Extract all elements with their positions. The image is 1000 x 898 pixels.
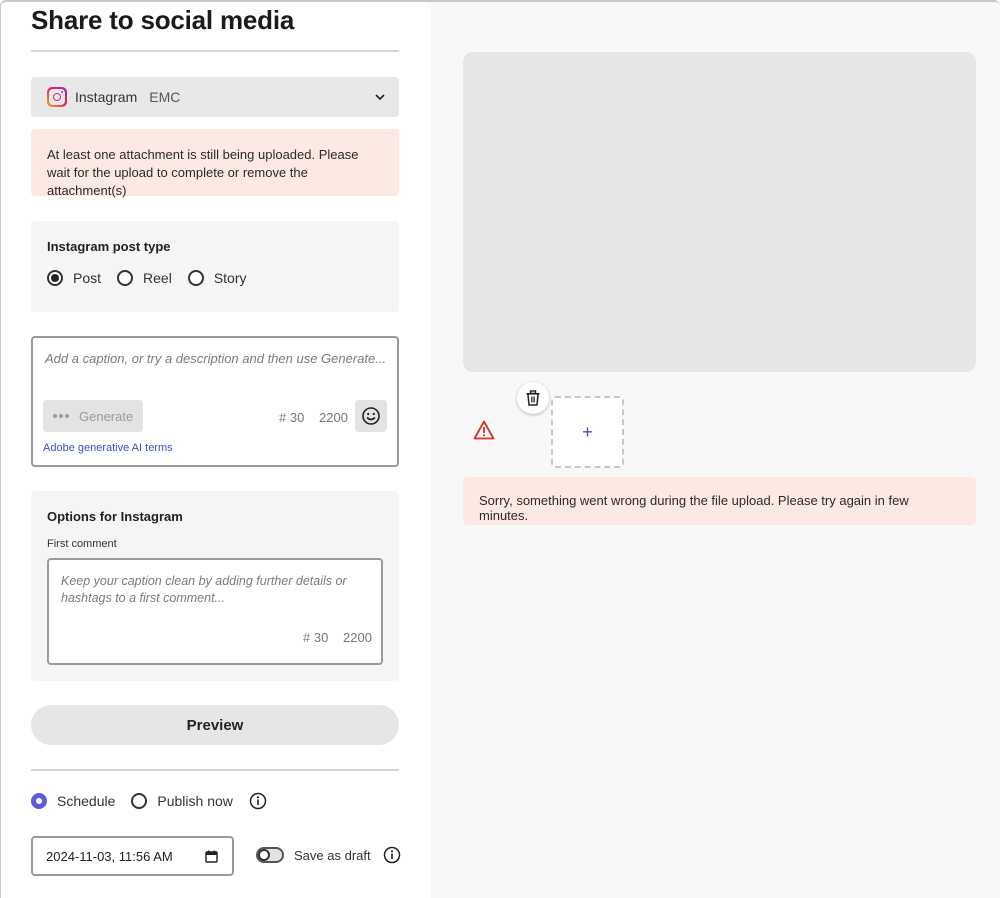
- instagram-icon: [47, 87, 67, 107]
- caption-input[interactable]: [31, 336, 399, 467]
- instagram-options: [31, 491, 399, 681]
- radio-publish-now[interactable]: [131, 793, 233, 809]
- info-icon[interactable]: [383, 846, 401, 864]
- radio-reel-label: Reel: [143, 270, 172, 286]
- calendar-icon[interactable]: [205, 850, 218, 863]
- error-icon: [473, 420, 495, 440]
- info-icon[interactable]: [249, 792, 267, 810]
- schedule-label: Schedule: [57, 793, 116, 809]
- post-type-label: Instagram post type: [47, 239, 171, 254]
- trash-icon: [525, 390, 541, 406]
- upload-error-message: Sorry, something went wrong during the file upload. Please try again in few minutes.: [463, 477, 976, 525]
- radio-circle[interactable]: [131, 793, 147, 809]
- page-title: Share to social media: [31, 5, 295, 35]
- account-selector[interactable]: [31, 77, 399, 117]
- generate-button[interactable]: [43, 400, 143, 432]
- publish-options: [31, 792, 267, 810]
- char-counter: 2200: [343, 630, 372, 645]
- more-dots-icon: [53, 414, 71, 418]
- divider: [31, 769, 399, 771]
- radio-story-label: Story: [213, 270, 247, 286]
- first-comment-label: First comment: [47, 538, 117, 550]
- radio-circle[interactable]: [188, 270, 204, 286]
- upload-warning: At least one attachment is still being uploaded. Please wait for the upload to complete or remove the attachment(s): [31, 129, 399, 196]
- char-counter: 2200: [319, 410, 348, 425]
- datetime-value: 2024-11-03, 11:56 AM: [46, 848, 173, 864]
- save-draft-label: Save as draft: [294, 847, 371, 863]
- hashtag-counter: # 30: [279, 410, 305, 425]
- emoji-button[interactable]: [355, 400, 387, 432]
- post-type-section: [31, 221, 399, 312]
- account-handle: EMC: [149, 89, 181, 105]
- emoji-icon: [361, 406, 381, 426]
- divider: [31, 50, 399, 52]
- options-title: Options for Instagram: [47, 509, 183, 524]
- save-draft-row: [256, 846, 401, 864]
- left-panel: [1, 2, 431, 898]
- account-network: Instagram: [75, 89, 138, 105]
- delete-attachment-button[interactable]: [517, 382, 549, 414]
- radio-story[interactable]: [188, 270, 247, 286]
- chevron-down-icon: [375, 92, 385, 102]
- radio-circle-selected[interactable]: [31, 793, 47, 809]
- radio-post-label: Post: [73, 270, 102, 286]
- media-panel: [431, 2, 1000, 898]
- caption-placeholder: Add a caption, or try a description and then use Generate...: [45, 351, 387, 366]
- radio-circle-selected[interactable]: [47, 270, 63, 286]
- schedule-datetime-input[interactable]: [31, 836, 234, 876]
- add-media-button[interactable]: +: [551, 396, 624, 468]
- first-comment-placeholder: Keep your caption clean by adding further details or hashtags to a first comment...: [61, 574, 347, 605]
- preview-button[interactable]: Preview: [31, 705, 399, 745]
- save-draft-toggle[interactable]: [256, 847, 284, 863]
- radio-reel[interactable]: [117, 270, 172, 286]
- media-preview: [463, 52, 976, 372]
- post-type-radios: [47, 270, 263, 286]
- radio-schedule[interactable]: [31, 793, 115, 809]
- hashtag-counter: # 30: [303, 630, 329, 645]
- generate-label: Generate: [79, 408, 134, 424]
- publish-now-label: Publish now: [157, 793, 233, 809]
- radio-circle[interactable]: [117, 270, 133, 286]
- ai-terms-link[interactable]: Adobe generative AI terms: [43, 442, 173, 454]
- radio-post[interactable]: [47, 270, 101, 286]
- first-comment-input[interactable]: [47, 558, 383, 665]
